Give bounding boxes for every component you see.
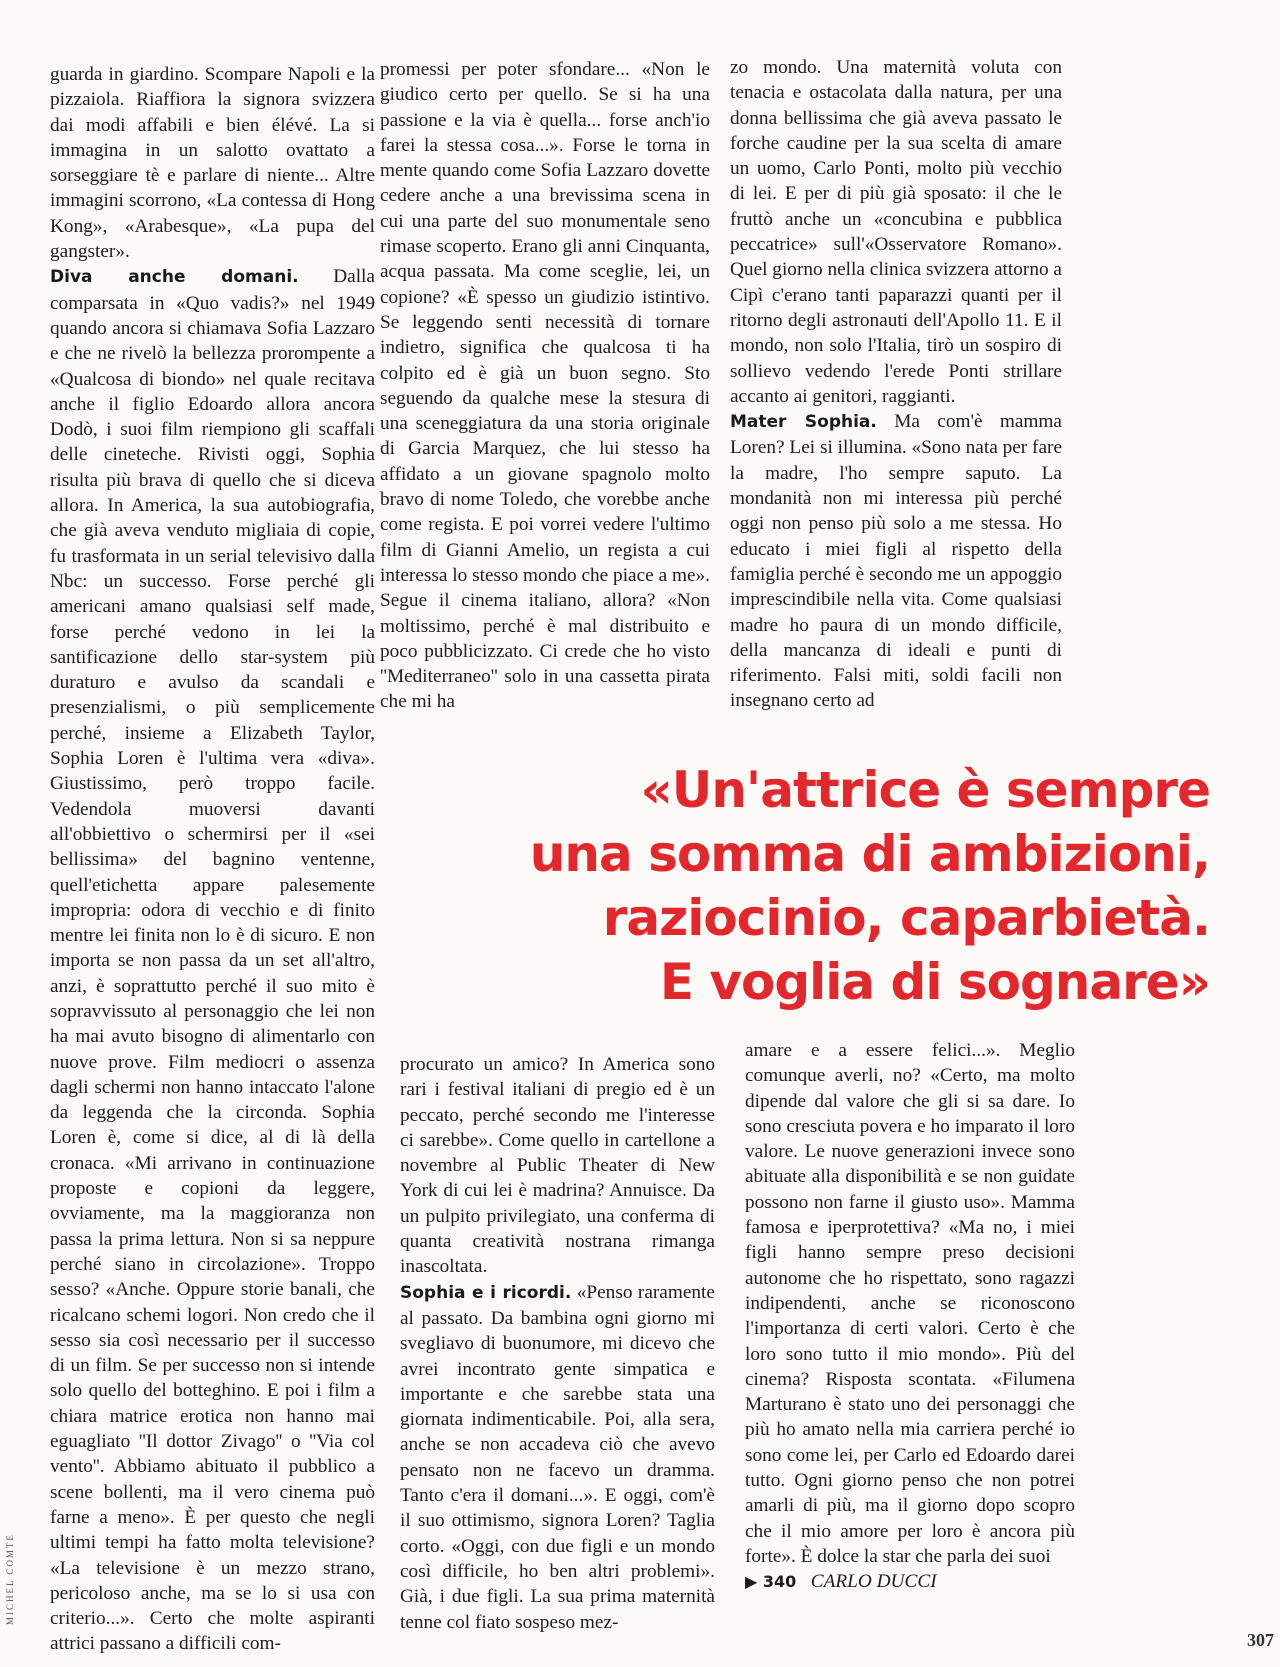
section-heading: Sophia e i ricordi. bbox=[400, 1282, 572, 1303]
column-3-bottom bbox=[745, 1038, 1075, 1595]
signoff bbox=[745, 1569, 1075, 1594]
author-byline: CARLO DUCCI bbox=[810, 1571, 937, 1593]
column-3-top bbox=[730, 55, 1062, 714]
column-1 bbox=[50, 62, 375, 1657]
paragraph-text: Dalla comparsata in «Quo vadis?» nel 1949 quando ancora si chiamava Sofia Lazzaro e che ne rivelò la bellezza prorompente a «Qualcosa di biondo» nel quale recitava anche il figlio Edoardo allora ancora Dodò, i suoi film riempiono gli scaffali delle cineteche. Rivisti oggi, Sophia risulta più brava di quello che si diceva allora. In America, la sua autobiografia, che già aveva venduto migliaia di copie, fu trasformata in un serial televisivo dalla Nbc: un successo. Forse perché gli americani amano qualsiasi self made, forse perché vedono in lei la santificazione dello star-system più duraturo e avulso da scandali e presenzialismi, o più semplicemente perché, insieme a Elizabeth Taylor, Sophia Loren è l'ultima vera «diva». Giustissimo, però troppo facile. Vedendola muoversi davanti all'obbiettivo o schermirsi per il «sei bellissima» del bagnino ventenne, quell'etichetta appare palesemente impropria: odora di vecchio e di finito mentre lei finita non lo è di sicuro. E non importa se non passa da un set all'altro, anzi, è soprattutto perché il suo mito è sopravvissuto al personaggio che lei non ha mai avuto bisogno di alimentarlo con nuove prove. Film mediocri o assenza dagli schermi non hanno intaccato l'alone da leggenda che la circonda. Sophia Loren è, come si dice, al di là della cronaca. «Mi arrivano in continuazione proposte e copioni da leggere, ovviamente, ma la maggioranza non passa la prima lettura. Non si sa neppure perché siano in circolazione». Troppo sesso? «Anche. Oppure storie banali, che ricalcano schemi logori. Non credo che il sesso sia così necessario per il successo di un film. Se per successo non si intende solo quello del botteghino. E poi i film a chiara matrice erotica non hanno mai eguagliato ''Il dottor Zivago'' o ''Via col vento''. Abbiamo abituato il pubblico a scene bollenti, ma il vero cinema può farne a meno». È per questo che negli ultimi tempi ha fatto molta televisione? «La televisione è un mezzo strano, pericoloso anche, ma se lo si usa con criterio...». Certo che molte aspiranti attrici passano a difficili com- bbox=[50, 266, 375, 1655]
photo-credit: MICHEL COMTE bbox=[5, 1533, 15, 1625]
page-number: 307 bbox=[1247, 1630, 1274, 1650]
pull-quote bbox=[395, 758, 1210, 1014]
paragraph bbox=[400, 1280, 715, 1635]
pull-quote-line: raziocinio, caparbietà. bbox=[602, 889, 1210, 947]
pull-quote-line: E voglia di sognare» bbox=[659, 953, 1210, 1011]
pull-quote-line: una somma di ambizioni, bbox=[529, 825, 1210, 883]
paragraph: promessi per poter sfondare... «Non le giudico certo per quello. Se si ha una passione e la via è quella... forse anch'io farei la stessa cosa...». Forse le torna in mente quando come Sofia Lazzaro dovette cedere anche a una brevissima scena in cui una parte del suo monumentale seno rimase scoperto. Erano gli anni Cinquanta, acqua passata. Ma come sceglie, lei, un copione? «È spesso un giudizio istintivo. Se leggendo senti necessità di tornare indietro, significa che qualcosa ti ha colpito ed è già un buon segno. Sto seguendo da qualche mese la stesura di una sceneggiatura da una storia originale di Garcia Marquez, che lui stesso ha affidato a un giovane spagnolo molto bravo di nome Toledo, che vorebbe anche come regista. E poi vorrei vedere l'ultimo film di Gianni Amelio, un regista a cui interessa lo stesso mondo che piace a me». Segue il cinema italiano, allora? «Non moltissimo, perché è mal distribuito e poco pubblicizzato. Ci crede che ho visto ''Mediterraneo'' solo in una cassetta pirata che mi ha bbox=[380, 59, 710, 713]
continued-on-page: ▶ 340 bbox=[745, 1572, 797, 1592]
pull-quote-line: «Un'attrice è sempre bbox=[640, 761, 1210, 819]
column-2-top bbox=[380, 57, 710, 715]
paragraph bbox=[730, 409, 1062, 714]
paragraph: amare e a essere felici...». Meglio comunque averli, no? «Certo, ma molto dipende dal valore che gli si sa dare. Io sono cresciuta povera e ho imparato il loro valore. Le nuove generazioni invece sono abituate alla disponibilità e se non guidate possono non farne il giusto uso». Mamma famosa e iperprotettiva? «Ma no, i miei figli hanno sempre preso decisioni autonome che ho rispettato, sono ragazzi indipendenti, anche se riconoscono l'importanza di certi valori. Certo è che loro sono tutto il mio mondo». Più del cinema? Risposta scontata. «Filumena Marturano è stato uno dei personaggi che più ho amato nella mia carriera perché io sono come lei, per Carlo ed Edoardo darei tutto. Ogni giorno penso che non potrei amarli di più, ma il giorno dopo scopro che il mio amore per loro è ancora più forte». È dolce la star che parla dei suoi bbox=[745, 1040, 1075, 1567]
paragraph: zo mondo. Una maternità voluta con tenacia e ostacolata dalla natura, per una donna bellissima che già aveva passato le forche caudine per la sua scelta di amare un uomo, Carlo Ponti, molto più vecchio di lei. E per di più già sposato: il che le fruttò anche un «concubina e pubblica peccatrice» sull'«Osservatore Romano». Quel giorno nella clinica svizzera attorno a Cipì c'erano tanti paparazzi quanti per il ritorno degli astronauti dell'Apollo 11. E il mondo, non solo l'Italia, tirò un sospiro di sollievo vedendo l'erede Ponti strillare accanto ai genitori, raggianti. bbox=[730, 57, 1062, 407]
section-heading: Mater Sophia. bbox=[730, 412, 877, 433]
paragraph-text: «Penso raramente al passato. Da bambina ogni giorno mi svegliavo di buonumore, mi dicevo che avrei incontrato gente simpatica e importante e che sarebbe stata una giornata indimenticabile. Poi, alla sera, anche se non accadeva ciò che avevo pensato non ne facevo un dramma. Tanto c'era il domani...». E oggi, com'è il suo ottimismo, signora Loren? Taglia corto. «Oggi, con due figli e un mondo così difficile, ho ben altri problemi». Già, i due figli. La sua prima maternità tenne col fiato sospeso mez- bbox=[400, 1281, 715, 1633]
paragraph-text: Ma com'è mamma Loren? Lei si illumina. «Sono nata per fare la madre, l'ho sempre saputo. La mondanità non mi interessa più perché oggi non penso più solo a me stessa. Ho educato i miei figli al rispetto della famiglia perché è secondo me un appoggio imprescindibile nella vita. Come qualsiasi madre ho paura di un mondo difficile, della mancanza di ideali e punti di riferimento. Falsi miti, soldi facili non insegnano certo ad bbox=[730, 411, 1062, 712]
column-2-bottom bbox=[400, 1052, 715, 1635]
section-heading: Diva anche domani. bbox=[50, 267, 299, 288]
paragraph: procurato un amico? In America sono rari i festival italiani di pregio ed è un peccato, perché secondo me l'interesse ci sarebbe». Come quello in cartellone a novembre al Public Theater di New York di cui lei è madrina? Annuisce. Da un pulpito privilegiato, una conferma di quanta creatività nostrana rimanga inascoltata. bbox=[400, 1054, 715, 1278]
paragraph: guarda in giardino. Scompare Napoli e la pizzaiola. Riaffiora la signora svizzera dai modi affabili e bien élévé. La si immagina in un salotto ovattato a sorseggiare tè e parlare di niente... Altre immagini scorrono, «La contessa di Hong Kong», «Arabesque», «La pupa del gangster». bbox=[50, 64, 375, 263]
paragraph bbox=[50, 264, 375, 1656]
